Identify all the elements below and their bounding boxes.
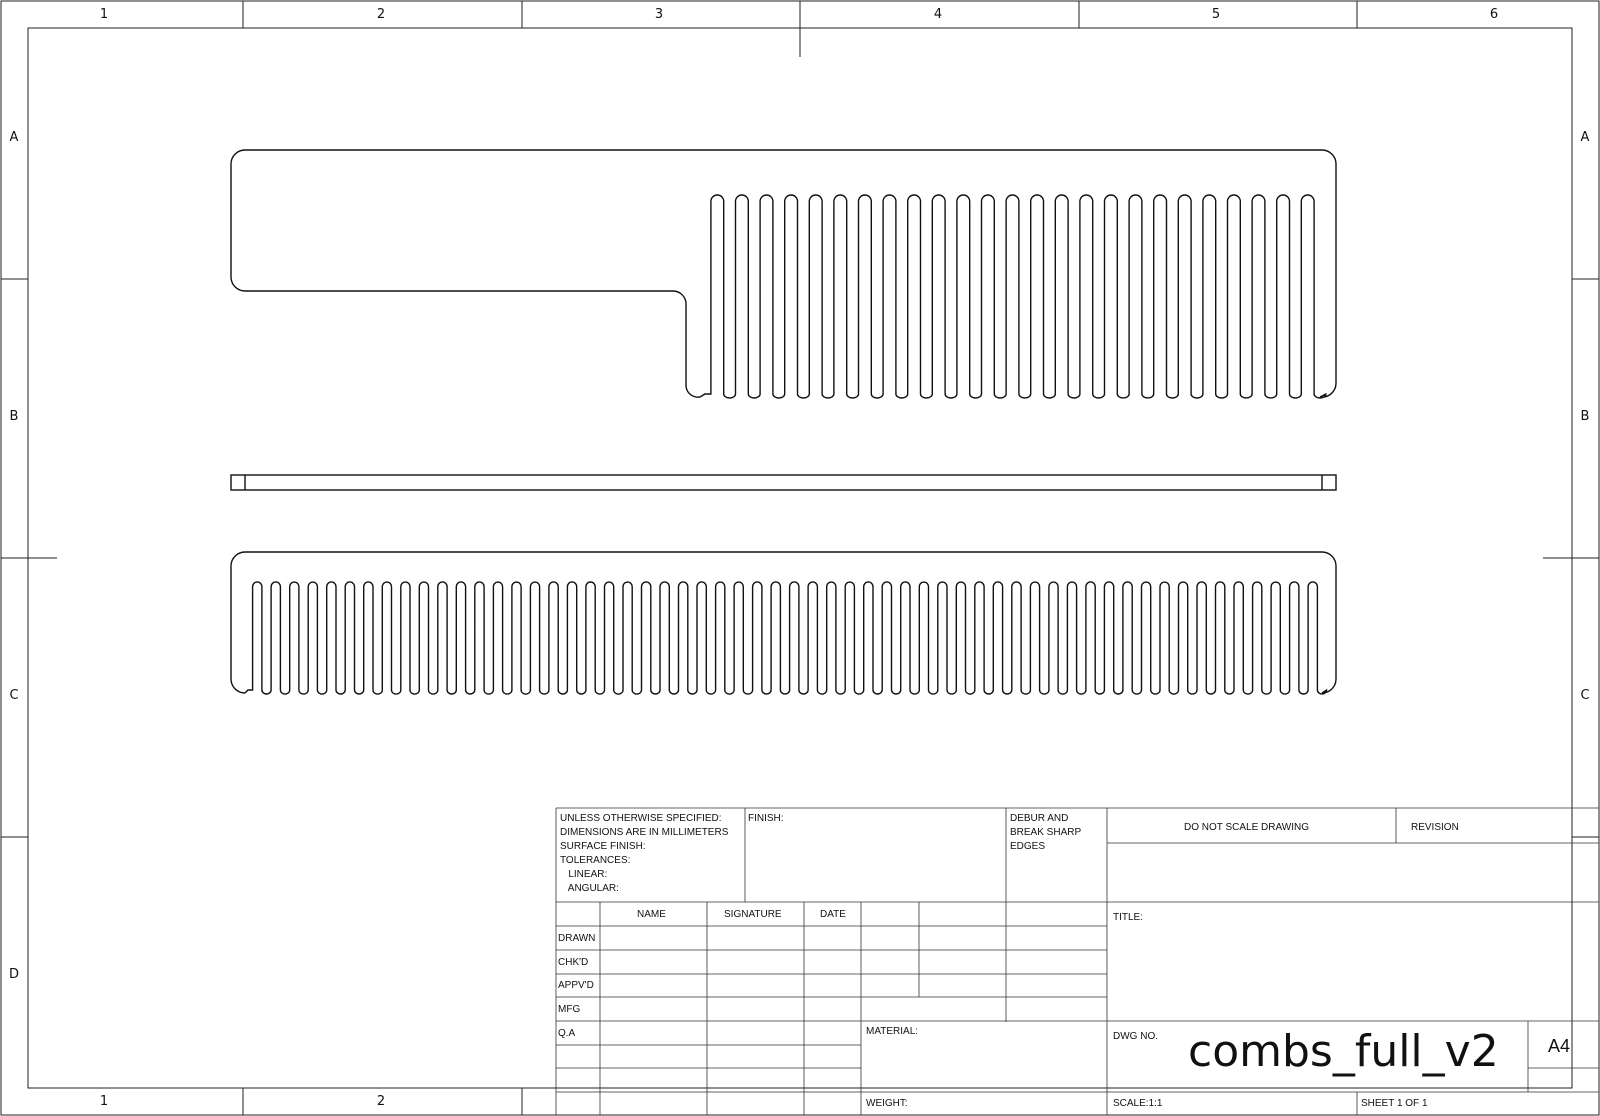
outer-border [1, 1, 1599, 1115]
row-label-checked: CHK'D [558, 957, 589, 968]
col-header-name: NAME [637, 909, 666, 920]
zone-row-C-left: C [9, 688, 19, 703]
debur-note: DEBUR AND BREAK SHARP EDGES [1010, 813, 1082, 852]
zone-row-A-left: A [9, 130, 19, 145]
zone-row-C-right: C [1580, 688, 1590, 703]
zone-col-1-top: 1 [99, 7, 109, 22]
zone-col-2-top: 2 [376, 7, 386, 22]
zone-col-2-bottom: 2 [376, 1094, 386, 1109]
zone-col-4-top: 4 [933, 7, 943, 22]
scale-label: SCALE:1:1 [1113, 1098, 1163, 1109]
zone-col-6-top: 6 [1489, 7, 1499, 22]
part-views [231, 150, 1336, 694]
col-header-date: DATE [820, 909, 846, 920]
revision-label: REVISION [1411, 822, 1459, 833]
zone-col-3-top: 3 [654, 7, 664, 22]
comb-side-view [231, 475, 1336, 490]
material-label: MATERIAL: [866, 1026, 919, 1037]
do-not-scale-label: DO NOT SCALE DRAWING [1184, 822, 1310, 833]
col-header-signature: SIGNATURE [724, 909, 782, 920]
row-label-approved: APPV'D [558, 980, 594, 991]
inner-border [28, 28, 1572, 1088]
dwg-no-label: DWG NO. [1113, 1031, 1158, 1042]
sheet-size: A4 [1548, 1036, 1571, 1056]
finish-label: FINISH: [748, 813, 784, 824]
zone-row-D-left: D [8, 967, 19, 982]
title-label: TITLE: [1113, 912, 1144, 923]
general-notes: UNLESS OTHERWISE SPECIFIED: DIMENSIONS ARE IN MILLIMETERS SURFACE FINISH: TOLERANCES: LINEAR: ANGULAR: [560, 813, 729, 894]
zone-col-1-bottom: 1 [99, 1094, 109, 1109]
drawing-number: combs_full_v2 [1188, 1026, 1499, 1077]
comb-full-outline [231, 552, 1336, 694]
zone-row-A-right: A [1580, 130, 1590, 145]
zone-row-B-left: B [9, 409, 19, 424]
zone-col-5-top: 5 [1211, 7, 1221, 22]
weight-label: WEIGHT: [866, 1098, 908, 1109]
row-label-drawn: DRAWN [558, 933, 596, 944]
sheet-number: SHEET 1 OF 1 [1361, 1098, 1428, 1109]
comb-with-handle-outline [231, 150, 1336, 398]
zone-row-B-right: B [1580, 409, 1590, 424]
row-label-mfg: MFG [558, 1004, 581, 1015]
row-label-qa: Q.A [558, 1028, 576, 1039]
